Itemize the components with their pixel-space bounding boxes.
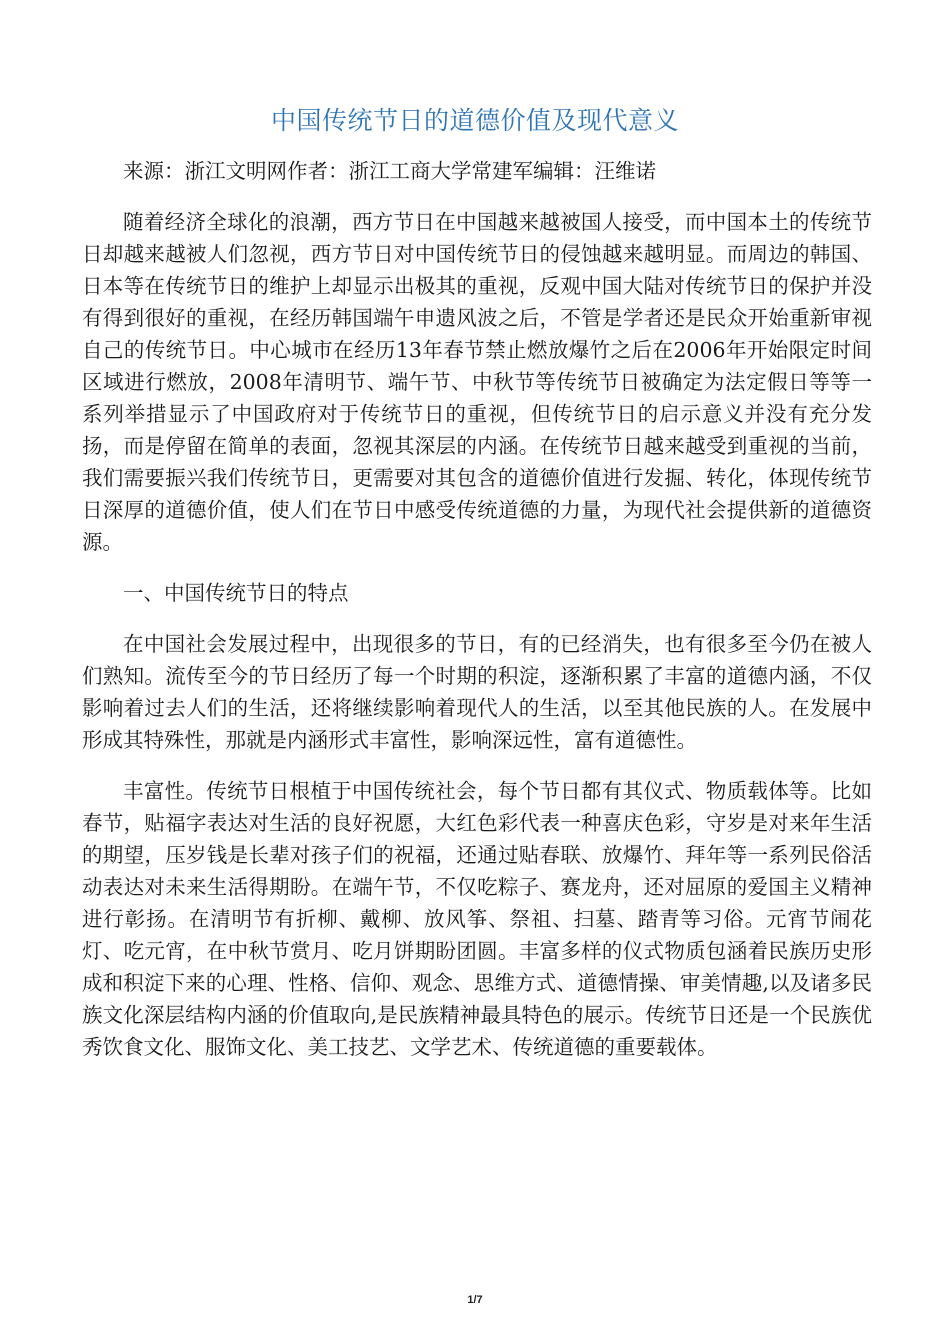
- paragraph-development: 在中国社会发展过程中，出现很多的节日，有的已经消失，也有很多至今仍在被人们熟知。流传至今的节日经历了每一个时期的积淀，逐渐积累了丰富的道德内涵，不仅影响着过去人们的生活，还将继续影响着现代人的生活，以至其他民族的人。在发展中形成其特殊性，那就是内涵形式丰富性，影响深远性，富有道德性。: [82, 632, 872, 752]
- paragraph-richness: 丰富性。传统节日根植于中国传统社会，每个节日都有其仪式、物质载体等。比如春节，贴福字表达对生活的良好祝愿，大红色彩代表一种喜庆色彩，守岁是对来年生活的期望，压岁钱是长辈对孩子们的祝福，还通过贴春联、放爆竹、拜年等一系列民俗活动表达对未来生活得期盼。在端午节，不仅吃粽子、赛龙舟，还对屈原的爱国主义精神进行彰扬。在清明节有折柳、戴柳、放风筝、祭祖、扫墓、踏青等习俗。元宵节闹花灯、吃元宵，在中秋节赏月、吃月饼期盼团圆。丰富多样的仪式物质包涵着民族历史形成和积淀下来的心理、性格、信仰、观念、思维方式、道德情操、审美情趣,以及诸多民族文化深层结构内涵的价值取向,是民族精神最具特色的展示。传统节日还是一个民族优秀饮食文化、服饰文化、美工技艺、文学艺术、传统道德的重要载体。: [82, 779, 872, 1059]
- page-number: 1/7: [467, 1294, 483, 1306]
- source-line: 来源：浙江文明网作者：浙江工商大学常建军编辑：汪维诺: [123, 159, 656, 183]
- document-title: 中国传统节日的道德价值及现代意义: [270, 106, 679, 135]
- document-body: [82, 155, 872, 1082]
- section-heading: 一、中国传统节日的特点: [123, 581, 349, 605]
- paragraph-intro: 随着经济全球化的浪潮，西方节日在中国越来越被国人接受，而中国本土的传统节日却越来越被人们忽视，西方节日对中国传统节日的侵蚀越来越明显。而周边的韩国、日本等在传统节日的维护上却显示出极其的重视，反观中国大陆对传统节日的保护并没有得到很好的重视，在经历韩国端午申遗风波之后，不管是学者还是民众开始重新审视自己的传统节日。中心城市在经历13年春节禁止燃放爆竹之后在2006年开始限定时间区域进行燃放，2008年清明节、端午节、中秋节等传统节日被确定为法定假日等等一系列举措显示了中国政府对于传统节日的重视，但传统节日的启示意义并没有充分发扬，而是停留在简单的表面，忽视其深层的内涵。在传统节日越来越受到重视的当前，我们需要振兴我们传统节日，更需要对其包含的道德价值进行发掘、转化，体现传统节日深厚的道德价值，使人们在节日中感受传统道德的力量，为现代社会提供新的道德资源。: [82, 210, 872, 554]
